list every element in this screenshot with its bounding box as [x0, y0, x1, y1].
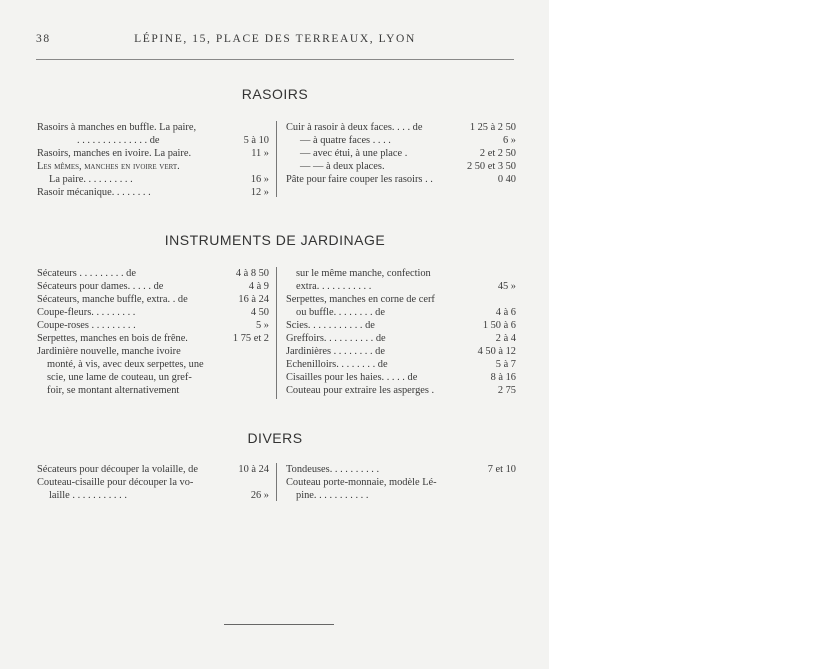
divers-left-column [37, 463, 269, 502]
section-title-rasoirs: RASOIRS [241, 86, 309, 102]
end-rule [224, 624, 334, 625]
section-title-divers: DIVERS [247, 430, 303, 446]
list-item: Les mêmes, manches en ivoire vert. [37, 161, 180, 172]
list-item: Sécateurs pour découper la volaille, de 10 à 24 [37, 464, 269, 475]
list-item: laille . . . . . . . . . . . 26 » [49, 490, 269, 501]
list-item: monté, à vis, avec deux serpettes, une [47, 359, 204, 370]
page-number: 38 [36, 33, 51, 45]
list-item: . . . . . . . . . . . . . . de 5 à 10 [77, 135, 269, 146]
list-item: Sécateurs . . . . . . . . . de 4 à 8 50 [37, 268, 269, 279]
page-header [36, 33, 514, 49]
column-divider [276, 463, 277, 501]
list-item: pine. . . . . . . . . . . [296, 490, 369, 501]
column-divider [276, 267, 277, 399]
header-rule [36, 59, 514, 60]
list-item: La paire. . . . . . . . . . 16 » [49, 174, 269, 185]
list-item: Serpettes, manches en corne de cerf [286, 294, 435, 305]
list-item: Sécateurs pour dames. . . . . de 4 à 9 [37, 281, 269, 292]
rasoirs-right-column [286, 121, 516, 186]
list-item: foir, se montant alternativement [47, 385, 180, 396]
list-item: Couteau pour extraire les asperges . 2 75 [286, 385, 516, 396]
divers-right-column [286, 463, 516, 502]
column-divider [276, 121, 277, 197]
list-item: ou buffle. . . . . . . . de 4 à 6 [296, 307, 516, 318]
jardinage-right-column [286, 267, 516, 397]
list-item: extra. . . . . . . . . . . 45 » [296, 281, 516, 292]
list-item: Greffoirs. . . . . . . . . . de 2 à 4 [286, 333, 516, 344]
list-item: Rasoirs à manches en buffle. La paire, [37, 122, 197, 133]
list-item: Cisailles pour les haies. . . . . de 8 à 16 [286, 372, 516, 383]
running-title: LÉPINE, 15, PLACE DES TERREAUX, LYON [134, 33, 416, 45]
jardinage-left-column [37, 267, 269, 397]
rasoirs-left-column [37, 121, 269, 199]
list-item: — avec étui, à une place . 2 et 2 50 [300, 148, 516, 159]
list-item: Jardinière nouvelle, manche ivoire [37, 346, 181, 357]
list-item: Jardinières . . . . . . . . de 4 50 à 12 [286, 346, 516, 357]
list-item: Pâte pour faire couper les rasoirs . . 0 40 [286, 174, 516, 185]
list-item: — — à deux places. 2 50 et 3 50 [300, 161, 516, 172]
list-item: sur le même manche, confection [296, 268, 431, 279]
list-item: Couteau-cisaille pour découper la vo- [37, 477, 194, 488]
list-item: Tondeuses. . . . . . . . . . 7 et 10 [286, 464, 516, 475]
list-item: Rasoir mécanique. . . . . . . . 12 » [37, 187, 269, 198]
list-item: Coupe-fleurs. . . . . . . . . 4 50 [37, 307, 269, 318]
list-item: Echenilloirs. . . . . . . . de 5 à 7 [286, 359, 516, 370]
section-title-jardinage: INSTRUMENTS DE JARDINAGE [164, 232, 386, 248]
list-item: — à quatre faces . . . . 6 » [300, 135, 516, 146]
list-item: Scies. . . . . . . . . . . de 1 50 à 6 [286, 320, 516, 331]
list-item: Coupe-roses . . . . . . . . . 5 » [37, 320, 269, 331]
list-item: Cuir à rasoir à deux faces. . . . de 1 25 à 2 50 [286, 122, 516, 133]
list-item: Serpettes, manches en bois de frêne. 1 75 et 2 [37, 333, 269, 344]
list-item: scie, une lame de couteau, un gref- [47, 372, 192, 383]
list-item: Sécateurs, manche buffle, extra. . de 16 à 24 [37, 294, 269, 305]
list-item: Rasoirs, manches en ivoire. La paire. 11 » [37, 148, 269, 159]
list-item: Couteau porte-monnaie, modèle Lé- [286, 477, 437, 488]
